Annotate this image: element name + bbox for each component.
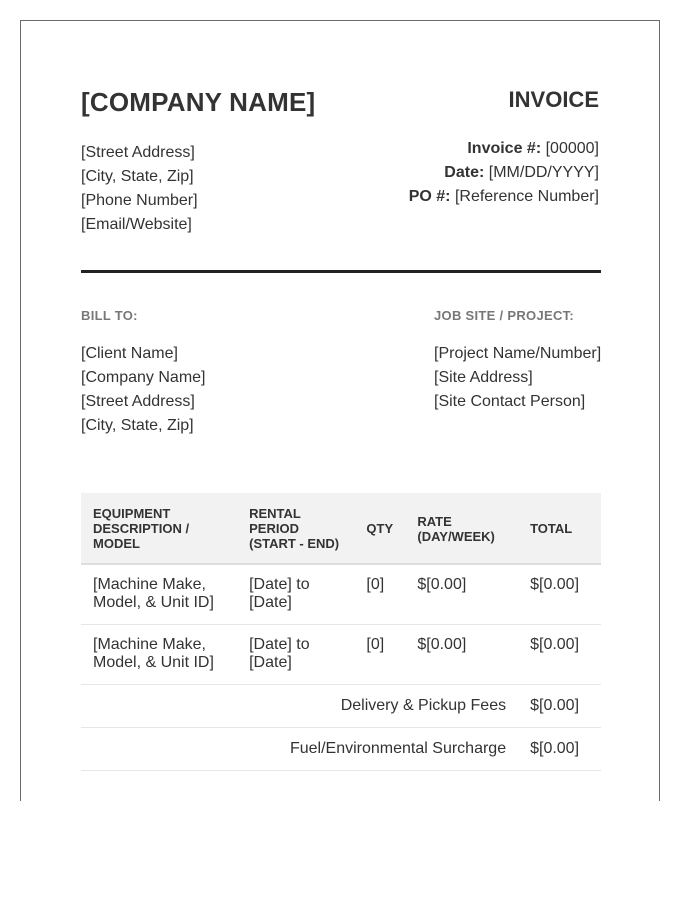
table-header-row — [81, 493, 601, 564]
invoice-date-value: [MM/DD/YYYY] — [488, 164, 599, 181]
company-street: [Street Address] — [81, 144, 195, 161]
cell-rental-period: [Date] to [Date] — [237, 625, 354, 685]
header-total: TOTAL — [518, 493, 601, 564]
company-city-state-zip: [City, State, Zip] — [81, 168, 194, 185]
fee-row-delivery — [81, 685, 601, 728]
bill-to-label: BILL TO: — [81, 308, 138, 323]
header-divider — [81, 270, 601, 273]
cell-description: [Machine Make, Model, & Unit ID] — [81, 625, 237, 685]
table-row — [81, 625, 601, 685]
bill-to-client-name: [Client Name] — [81, 345, 178, 362]
company-email-website: [Email/Website] — [81, 216, 192, 233]
bill-to-city-state-zip: [City, State, Zip] — [81, 417, 194, 434]
bill-to-company-name: [Company Name] — [81, 369, 206, 386]
cell-qty: [0] — [354, 564, 405, 625]
document-title: INVOICE — [508, 87, 599, 112]
po-number-label: PO #: — [408, 188, 451, 205]
bill-to-block — [81, 342, 206, 438]
invoice-date — [409, 161, 599, 185]
invoice-date-label: Date: — [444, 164, 485, 181]
job-site-block — [434, 342, 601, 414]
header-qty: QTY — [354, 493, 405, 564]
cell-total: $[0.00] — [518, 564, 601, 625]
po-number-value: [Reference Number] — [454, 188, 599, 205]
invoice-meta — [409, 137, 599, 209]
fee-value-fuel: $[0.00] — [518, 728, 601, 771]
company-phone: [Phone Number] — [81, 192, 198, 209]
table-row — [81, 564, 601, 625]
cell-description: [Machine Make, Model, & Unit ID] — [81, 564, 237, 625]
cell-rental-period: [Date] to [Date] — [237, 564, 354, 625]
header-rental-period: RENTAL PERIOD (START - END) — [237, 493, 354, 564]
job-site-label: JOB SITE / PROJECT: — [434, 308, 575, 323]
fee-row-fuel — [81, 728, 601, 771]
header-rate: RATE (DAY/WEEK) — [405, 493, 518, 564]
invoice-number-label: Invoice #: — [467, 140, 542, 157]
invoice-page — [20, 20, 660, 801]
job-site-address: [Site Address] — [434, 369, 533, 386]
job-project-name: [Project Name/Number] — [434, 345, 602, 362]
company-address — [81, 141, 198, 237]
invoice-number — [409, 137, 599, 161]
company-name: [COMPANY NAME] — [81, 87, 316, 117]
po-number — [409, 185, 599, 209]
fee-label-delivery: Delivery & Pickup Fees — [81, 685, 518, 728]
job-site-contact: [Site Contact Person] — [434, 393, 586, 410]
equipment-table — [81, 493, 601, 771]
header-description: EQUIPMENT DESCRIPTION / MODEL — [81, 493, 237, 564]
invoice-number-value: [00000] — [545, 140, 599, 157]
cell-rate: $[0.00] — [405, 625, 518, 685]
cell-rate: $[0.00] — [405, 564, 518, 625]
bill-to-street: [Street Address] — [81, 393, 195, 410]
fee-label-fuel: Fuel/Environmental Surcharge — [81, 728, 518, 771]
cell-total: $[0.00] — [518, 625, 601, 685]
cell-qty: [0] — [354, 625, 405, 685]
fee-value-delivery: $[0.00] — [518, 685, 601, 728]
